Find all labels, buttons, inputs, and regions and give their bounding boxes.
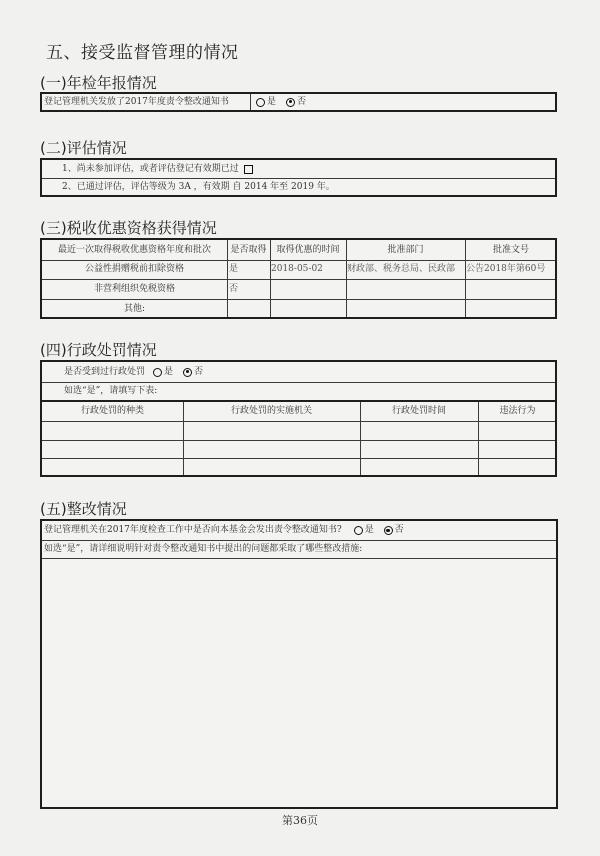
tax-preference-heading: (三)税收优惠资格获得情况 — [40, 219, 217, 237]
table-cell: 否 — [229, 284, 239, 294]
penalty-time-input[interactable] — [360, 459, 478, 475]
table-cell: 财政部、税务总局、民政部 — [347, 264, 456, 274]
option-no[interactable]: 否 — [384, 526, 404, 535]
rectification-instruction: 如选“是”，请详细说明针对责令整改通知书中提出的问题都采取了哪些整改措施: — [44, 544, 363, 554]
rectification-box — [40, 519, 558, 809]
penalty-type-input[interactable] — [42, 441, 183, 458]
evaluation-box — [40, 158, 557, 197]
row-divider — [42, 558, 556, 559]
column-header: 违法行为 — [499, 406, 536, 416]
option-yes[interactable]: 是 — [354, 526, 374, 535]
table-cell: 非营利组织免税资格 — [93, 284, 175, 294]
column-header: 批准文号 — [492, 244, 529, 255]
penalty-time-input[interactable] — [360, 422, 478, 440]
penalty-authority-input[interactable] — [183, 459, 360, 475]
radio-unselected-icon[interactable] — [153, 368, 162, 377]
column-header: 是否取得 — [230, 244, 267, 255]
table-cell: 公告2018年第60号 — [466, 264, 546, 274]
radio-unselected-icon[interactable] — [354, 526, 363, 535]
rectification-heading: (五)整改情况 — [40, 500, 127, 518]
option-yes[interactable]: 是 — [256, 98, 276, 107]
option-no[interactable]: 否 — [286, 98, 306, 107]
annual-inspection-heading: (一)年检年报情况 — [40, 74, 157, 92]
tax-preference-table — [40, 238, 557, 319]
divider — [250, 94, 251, 110]
radio-selected-icon[interactable] — [286, 98, 295, 107]
admin-penalty-question-row: 是否受到过行政处罚 是 否 — [64, 366, 204, 377]
penalty-authority-input[interactable] — [183, 422, 360, 440]
annual-inspection-question: 登记管理机关发放了2017年度责令整改通知书 — [44, 96, 229, 107]
penalty-type-input[interactable] — [42, 422, 183, 440]
table-cell: 2018-05-02 — [271, 264, 323, 274]
column-header: 行政处罚的种类 — [80, 406, 144, 416]
radio-selected-icon[interactable] — [183, 368, 192, 377]
table-cell: 是 — [229, 264, 239, 274]
page-number: 第36页 — [282, 814, 318, 827]
section-title: 五、接受监督管理的情况 — [46, 43, 239, 63]
table-cell: 其他: — [123, 303, 146, 314]
admin-penalty-heading: (四)行政处罚情况 — [40, 341, 157, 359]
option-yes[interactable]: 是 — [153, 368, 173, 377]
penalty-type-input[interactable] — [42, 459, 183, 475]
radio-unselected-icon[interactable] — [256, 98, 265, 107]
column-header: 批准部门 — [387, 244, 424, 255]
column-header: 行政处罚时间 — [391, 406, 446, 416]
violation-input[interactable] — [478, 422, 557, 440]
admin-penalty-box — [40, 360, 557, 477]
column-header: 取得优惠的时间 — [276, 244, 340, 255]
rectification-response-area[interactable] — [44, 561, 554, 805]
admin-penalty-instruction: 如选“是”，请填写下表: — [64, 386, 158, 396]
annual-inspection-options — [256, 94, 316, 110]
table-cell: 公益性捐赠税前扣除资格 — [84, 264, 184, 274]
column-header: 行政处罚的实施机关 — [230, 406, 312, 416]
penalty-authority-input[interactable] — [183, 441, 360, 458]
option-no[interactable]: 否 — [183, 368, 203, 377]
violation-input[interactable] — [478, 459, 557, 475]
rectification-question-row: 登记管理机关在2017年度检查工作中是否向本基金会发出责令整改通知书? 是 否 — [44, 525, 404, 535]
violation-input[interactable] — [478, 441, 557, 458]
evaluation-row-1: 1、尚未参加评估，或者评估登记有效期已过 — [62, 160, 253, 178]
radio-selected-icon[interactable] — [384, 526, 393, 535]
not-evaluated-checkbox[interactable] — [244, 165, 253, 174]
penalty-time-input[interactable] — [360, 441, 478, 458]
annual-inspection-box — [40, 92, 557, 112]
evaluation-row-2: 2、已通过评估，评估等级为 3A ，有效期 自 2014 年至 2019 年。 — [62, 182, 335, 192]
evaluation-heading: (二)评估情况 — [40, 139, 127, 157]
column-header: 最近一次取得税收优惠资格年度和批次 — [57, 244, 211, 255]
